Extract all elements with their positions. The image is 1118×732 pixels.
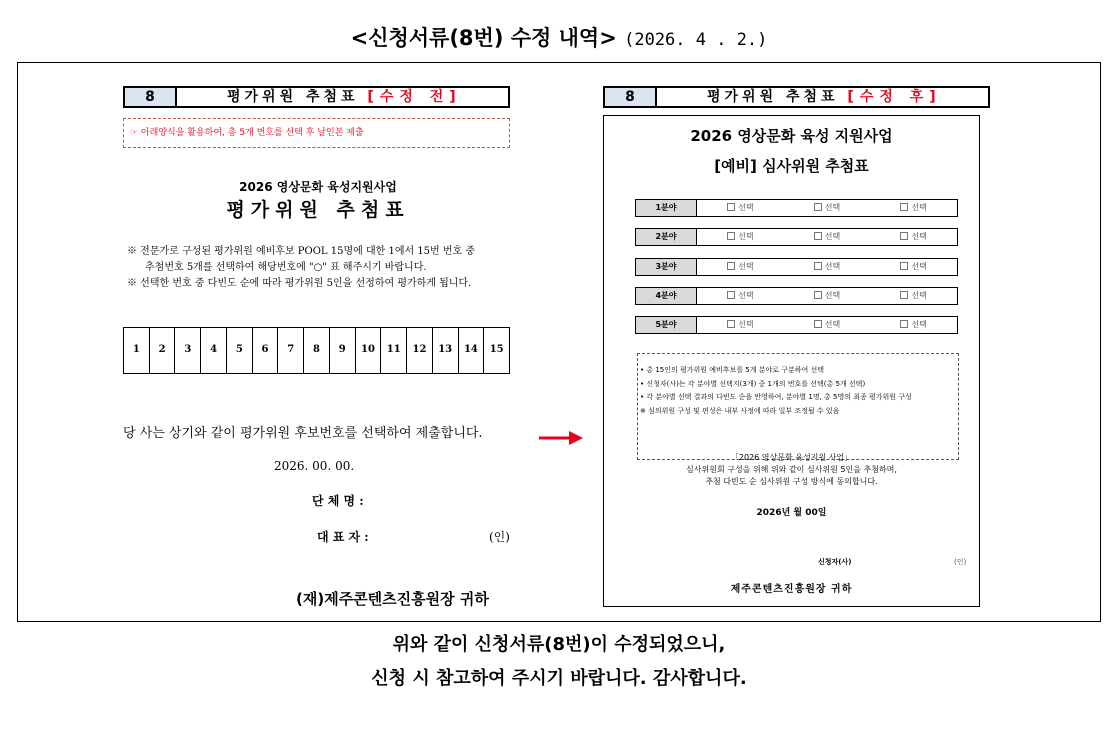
- after-notes-box: [637, 353, 959, 460]
- field-option[interactable]: [870, 288, 957, 304]
- after-form-title: 평가위원 추첨표: [707, 89, 839, 105]
- heading-date: (2026. 4 . 2.): [624, 30, 768, 50]
- field-option[interactable]: [697, 229, 784, 245]
- before-org-label: 단 체 명 :: [312, 494, 364, 508]
- after-seal: (인): [954, 558, 967, 566]
- option-label: 선택: [824, 291, 841, 300]
- option-label: 선택: [911, 203, 927, 212]
- checkbox-icon[interactable]: [900, 203, 908, 211]
- field-option[interactable]: [870, 200, 957, 216]
- number-cell[interactable]: 3: [175, 328, 201, 373]
- before-instruction-3: ※ 선택한 번호 중 다빈도 순에 따라 평가위원 5인을 선정하여 평가하게 됩니다.: [127, 278, 472, 289]
- field-option[interactable]: [697, 288, 784, 304]
- option-label: 선택: [911, 232, 927, 241]
- field-option[interactable]: [870, 259, 957, 275]
- field-option[interactable]: [870, 229, 957, 245]
- before-number-grid: [123, 327, 510, 374]
- field-option[interactable]: [697, 259, 784, 275]
- number-cell[interactable]: 5: [227, 328, 253, 373]
- note-line: ※ 심의위원 구성 및 편성은 내부 사정에 따라 일부 조정될 수 있음: [640, 406, 840, 415]
- number-cell[interactable]: 4: [201, 328, 227, 373]
- note-line: • 각 분야별 선택 결과의 다빈도 순을 반영하여, 분야별 1명, 총 5명의 최종 평가위원 구성: [640, 393, 912, 401]
- field-option[interactable]: [784, 288, 871, 304]
- option-label: 선택: [738, 291, 754, 300]
- before-rep-row: [317, 528, 510, 545]
- after-title-cell: [657, 88, 988, 106]
- checkbox-icon[interactable]: [727, 232, 735, 240]
- number-cell[interactable]: 8: [304, 328, 330, 373]
- consent-line: 「2026 영상문화 육성지원 사업」: [730, 453, 853, 462]
- before-number: 8: [125, 88, 177, 106]
- field-label: 5분야: [636, 317, 697, 333]
- before-submit-text: 당 사는 상기와 같이 평가위원 후보번호를 선택하여 제출합니다.: [123, 426, 483, 441]
- number-cell[interactable]: 13: [433, 328, 459, 373]
- checkbox-icon[interactable]: [900, 232, 908, 240]
- consent-line: 심사위원회 구성을 위해 위와 같이 심사위원 5인을 추첨하며,: [686, 465, 897, 474]
- footer-line-1: 위와 같이 신청서류(8번)이 수정되었으니,: [392, 634, 726, 655]
- number-cell[interactable]: 2: [150, 328, 176, 373]
- before-main-title: 평가위원 추첨표: [226, 199, 410, 221]
- field-row: [635, 228, 958, 246]
- after-number: 8: [605, 88, 657, 106]
- number-cell[interactable]: 6: [253, 328, 279, 373]
- after-title-1: 2026 영상문화 육성 지원사업: [690, 127, 893, 145]
- field-option[interactable]: [784, 259, 871, 275]
- field-label: 4분야: [636, 288, 697, 304]
- before-instruction-1: ※ 전문가로 구성된 평가위원 예비후보 POOL 15명에 대한 1에서 15번 번호 중: [127, 246, 476, 257]
- option-label: 선택: [824, 320, 841, 329]
- before-rep-label: 대 표 자 :: [317, 530, 369, 544]
- field-option[interactable]: [697, 200, 784, 216]
- after-tag: [수정 후]: [847, 89, 942, 105]
- after-title-2: [예비] 심사위원 추첨표: [714, 157, 869, 175]
- before-subtitle: 2026 영상문화 육성지원사업: [239, 180, 397, 194]
- checkbox-icon[interactable]: [727, 203, 735, 211]
- checkbox-icon[interactable]: [814, 320, 822, 328]
- field-label: 3분야: [636, 259, 697, 275]
- before-instruction-2: 추첨번호 5개를 선택하여 해당번호에 "○" 표 해주시기 바랍니다.: [145, 262, 427, 273]
- page-heading: [0, 22, 1118, 52]
- field-row: [635, 199, 958, 217]
- checkbox-icon[interactable]: [814, 203, 822, 211]
- option-label: 선택: [911, 262, 927, 271]
- before-title-cell: [177, 88, 508, 106]
- after-recipient: 제주콘텐츠진흥원장 귀하: [730, 584, 853, 595]
- before-date: 2026. 00. 00.: [274, 459, 355, 473]
- field-option[interactable]: [784, 317, 871, 333]
- before-form-title: 평가위원 추첨표: [227, 89, 359, 105]
- before-header-bar: [123, 86, 510, 108]
- number-cell[interactable]: 7: [278, 328, 304, 373]
- option-label: 선택: [738, 203, 754, 212]
- number-cell[interactable]: 9: [330, 328, 356, 373]
- after-date: 2026년 월 00일: [756, 508, 827, 518]
- number-cell[interactable]: 11: [381, 328, 407, 373]
- footer-line-2: 신청 시 참고하여 주시기 바랍니다. 감사합니다.: [371, 668, 747, 689]
- field-label: 1분야: [636, 200, 697, 216]
- after-applicant: 신청자(사): [818, 558, 852, 566]
- checkbox-icon[interactable]: [814, 262, 822, 270]
- option-label: 선택: [824, 232, 841, 241]
- number-cell[interactable]: 10: [356, 328, 382, 373]
- option-label: 선택: [824, 203, 841, 212]
- checkbox-icon[interactable]: [814, 291, 822, 299]
- checkbox-icon[interactable]: [727, 262, 735, 270]
- before-seal: (인): [489, 530, 510, 544]
- option-label: 선택: [911, 291, 927, 300]
- number-cell[interactable]: 1: [124, 328, 150, 373]
- option-label: 선택: [738, 262, 754, 271]
- field-option[interactable]: [697, 317, 784, 333]
- field-row: [635, 287, 958, 305]
- before-note-box: ☞ 아래양식을 활용하여, 총 5개 번호를 선택 후 날인본 제출: [123, 118, 510, 148]
- checkbox-icon[interactable]: [900, 320, 908, 328]
- option-label: 선택: [824, 262, 841, 271]
- consent-line: 추첨 다빈도 순 심사위원 구성 방식에 동의합니다.: [705, 477, 878, 486]
- after-header-bar: [603, 86, 990, 108]
- before-recipient: (재)제주콘텐츠진흥원장 귀하: [296, 590, 489, 608]
- field-option[interactable]: [870, 317, 957, 333]
- arrow-right-icon: [539, 430, 583, 446]
- field-option[interactable]: [784, 200, 871, 216]
- checkbox-icon[interactable]: [727, 291, 735, 299]
- field-row: [635, 258, 958, 276]
- option-label: 선택: [738, 232, 754, 241]
- checkbox-icon[interactable]: [900, 291, 908, 299]
- checkbox-icon[interactable]: [900, 262, 908, 270]
- field-label: 2분야: [636, 229, 697, 245]
- option-label: 선택: [911, 320, 927, 329]
- number-cell[interactable]: 15: [489, 344, 504, 355]
- field-row: [635, 316, 958, 334]
- number-cell[interactable]: 12: [407, 328, 433, 373]
- field-option[interactable]: [784, 229, 871, 245]
- number-cell[interactable]: 14: [459, 328, 485, 373]
- checkbox-icon[interactable]: [727, 320, 735, 328]
- checkbox-icon[interactable]: [814, 232, 822, 240]
- note-line: • 신청자(사)는 각 분야별 선택지(3개) 중 1개의 번호를 선택(총 5개 선택): [640, 379, 866, 388]
- option-label: 선택: [738, 320, 754, 329]
- note-line: • 총 15인의 평가위원 예비후보를 5개 분야로 구분하여 선택: [640, 366, 825, 374]
- before-tag: [수정 전]: [367, 89, 462, 105]
- heading-title: <신청서류(8번) 수정 내역>: [350, 26, 617, 50]
